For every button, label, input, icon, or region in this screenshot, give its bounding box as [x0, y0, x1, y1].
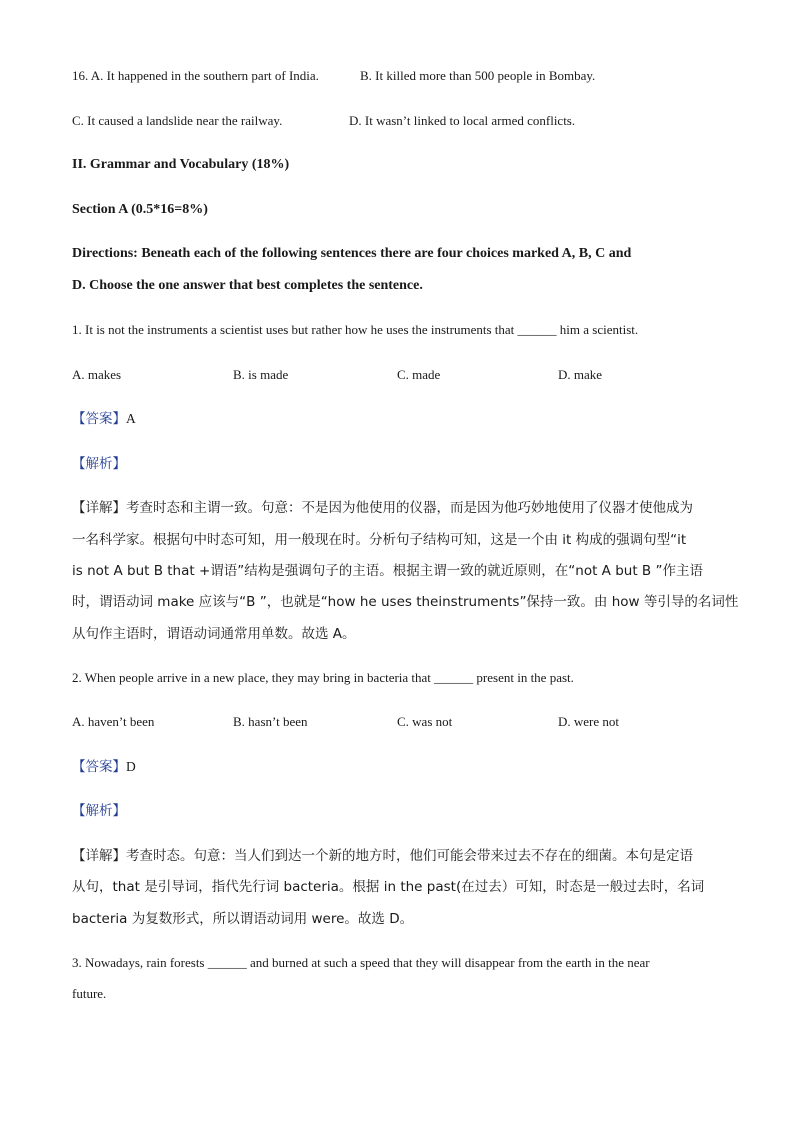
q16-option-c: C. It caused a landslide near the railway.	[72, 113, 283, 128]
q1-detail-line: 【详解】考查时态和主谓一致。句意：不是因为他使用的仪器，而是因为他巧妙地使用了仪器才使他成为	[72, 500, 693, 516]
q16-line-2	[72, 113, 576, 129]
question-3-stem-line-2: future.	[72, 986, 107, 1001]
q2-detail-line: 从句，that 是引导词，指代先行词 bacteria。根据 in the past(在过去）可知，时态是一般过去时，名词	[72, 879, 705, 895]
q2-option-a: A. haven’t been	[72, 714, 155, 729]
q1-option-c: C. made	[397, 367, 441, 382]
q1-answer-value: A	[126, 411, 136, 426]
q1-option-d: D. make	[558, 367, 603, 382]
q1-detail-line: is not A but B that +谓语”结构是强调句子的主语。根据主谓一致的就近原则，在“not A but B ”作主语	[72, 563, 703, 579]
section-heading: II. Grammar and Vocabulary (18%)	[72, 157, 290, 172]
q2-detail-line: bacteria 为复数形式，所以谓语动词用 were。故选 D。	[72, 911, 414, 927]
q2-answer-label: 【答案】	[72, 759, 126, 775]
directions-line-1: Directions: Beneath each of the following sentences there are four choices marked A, B, C and	[72, 246, 632, 261]
q16-option-a: 16. A. It happened in the southern part of India.	[72, 68, 319, 83]
question-3-stem-line-1: 3. Nowadays, rain forests ______ and burned at such a speed that they will disappear from the earth in the near	[72, 955, 650, 970]
q2-option-d: D. were not	[558, 714, 620, 729]
q2-detail-line: 【详解】考查时态。句意：当人们到达一个新的地方时，他们可能会带来过去不存在的细菌。本句是定语	[72, 848, 693, 864]
q1-detail-line: 从句作主语时，谓语动词通常用单数。故选 A。	[72, 626, 356, 642]
question-1-stem: 1. It is not the instruments a scientist uses but rather how he uses the instruments that ______ him a scientist.	[72, 322, 639, 337]
question-2-stem: 2. When people arrive in a new place, they may bring in bacteria that ______ present in the past.	[72, 670, 574, 685]
section-part: Section A (0.5*16=8%)	[72, 202, 208, 217]
q1-answer	[72, 411, 136, 427]
q2-answer-value: D	[126, 759, 136, 774]
q1-option-b: B. is made	[233, 367, 289, 382]
q16-line-1	[72, 68, 596, 84]
q2-analysis-label: 【解析】	[72, 803, 126, 819]
q1-detail-line: 一名科学家。根据句中时态可知，用一般现在时。分析句子结构可知，这是一个由 it 构成的强调句型“it	[72, 532, 687, 548]
directions-line-2: D. Choose the one answer that best completes the sentence.	[72, 278, 423, 293]
q2-option-c: C. was not	[397, 714, 453, 729]
q16-option-d: D. It wasn’t linked to local armed conflicts.	[349, 113, 576, 128]
q1-analysis-label: 【解析】	[72, 456, 126, 472]
q1-option-a: A. makes	[72, 367, 122, 382]
q1-answer-label: 【答案】	[72, 411, 126, 427]
q1-detail-line: 时，谓语动词 make 应该与“B ”，也就是“how he uses theinstruments”保持一致。由 how 等引导的名词性	[72, 594, 739, 610]
q2-option-b: B. hasn’t been	[233, 714, 308, 729]
q2-answer	[72, 759, 136, 775]
q16-option-b: B. It killed more than 500 people in Bombay.	[360, 68, 596, 83]
